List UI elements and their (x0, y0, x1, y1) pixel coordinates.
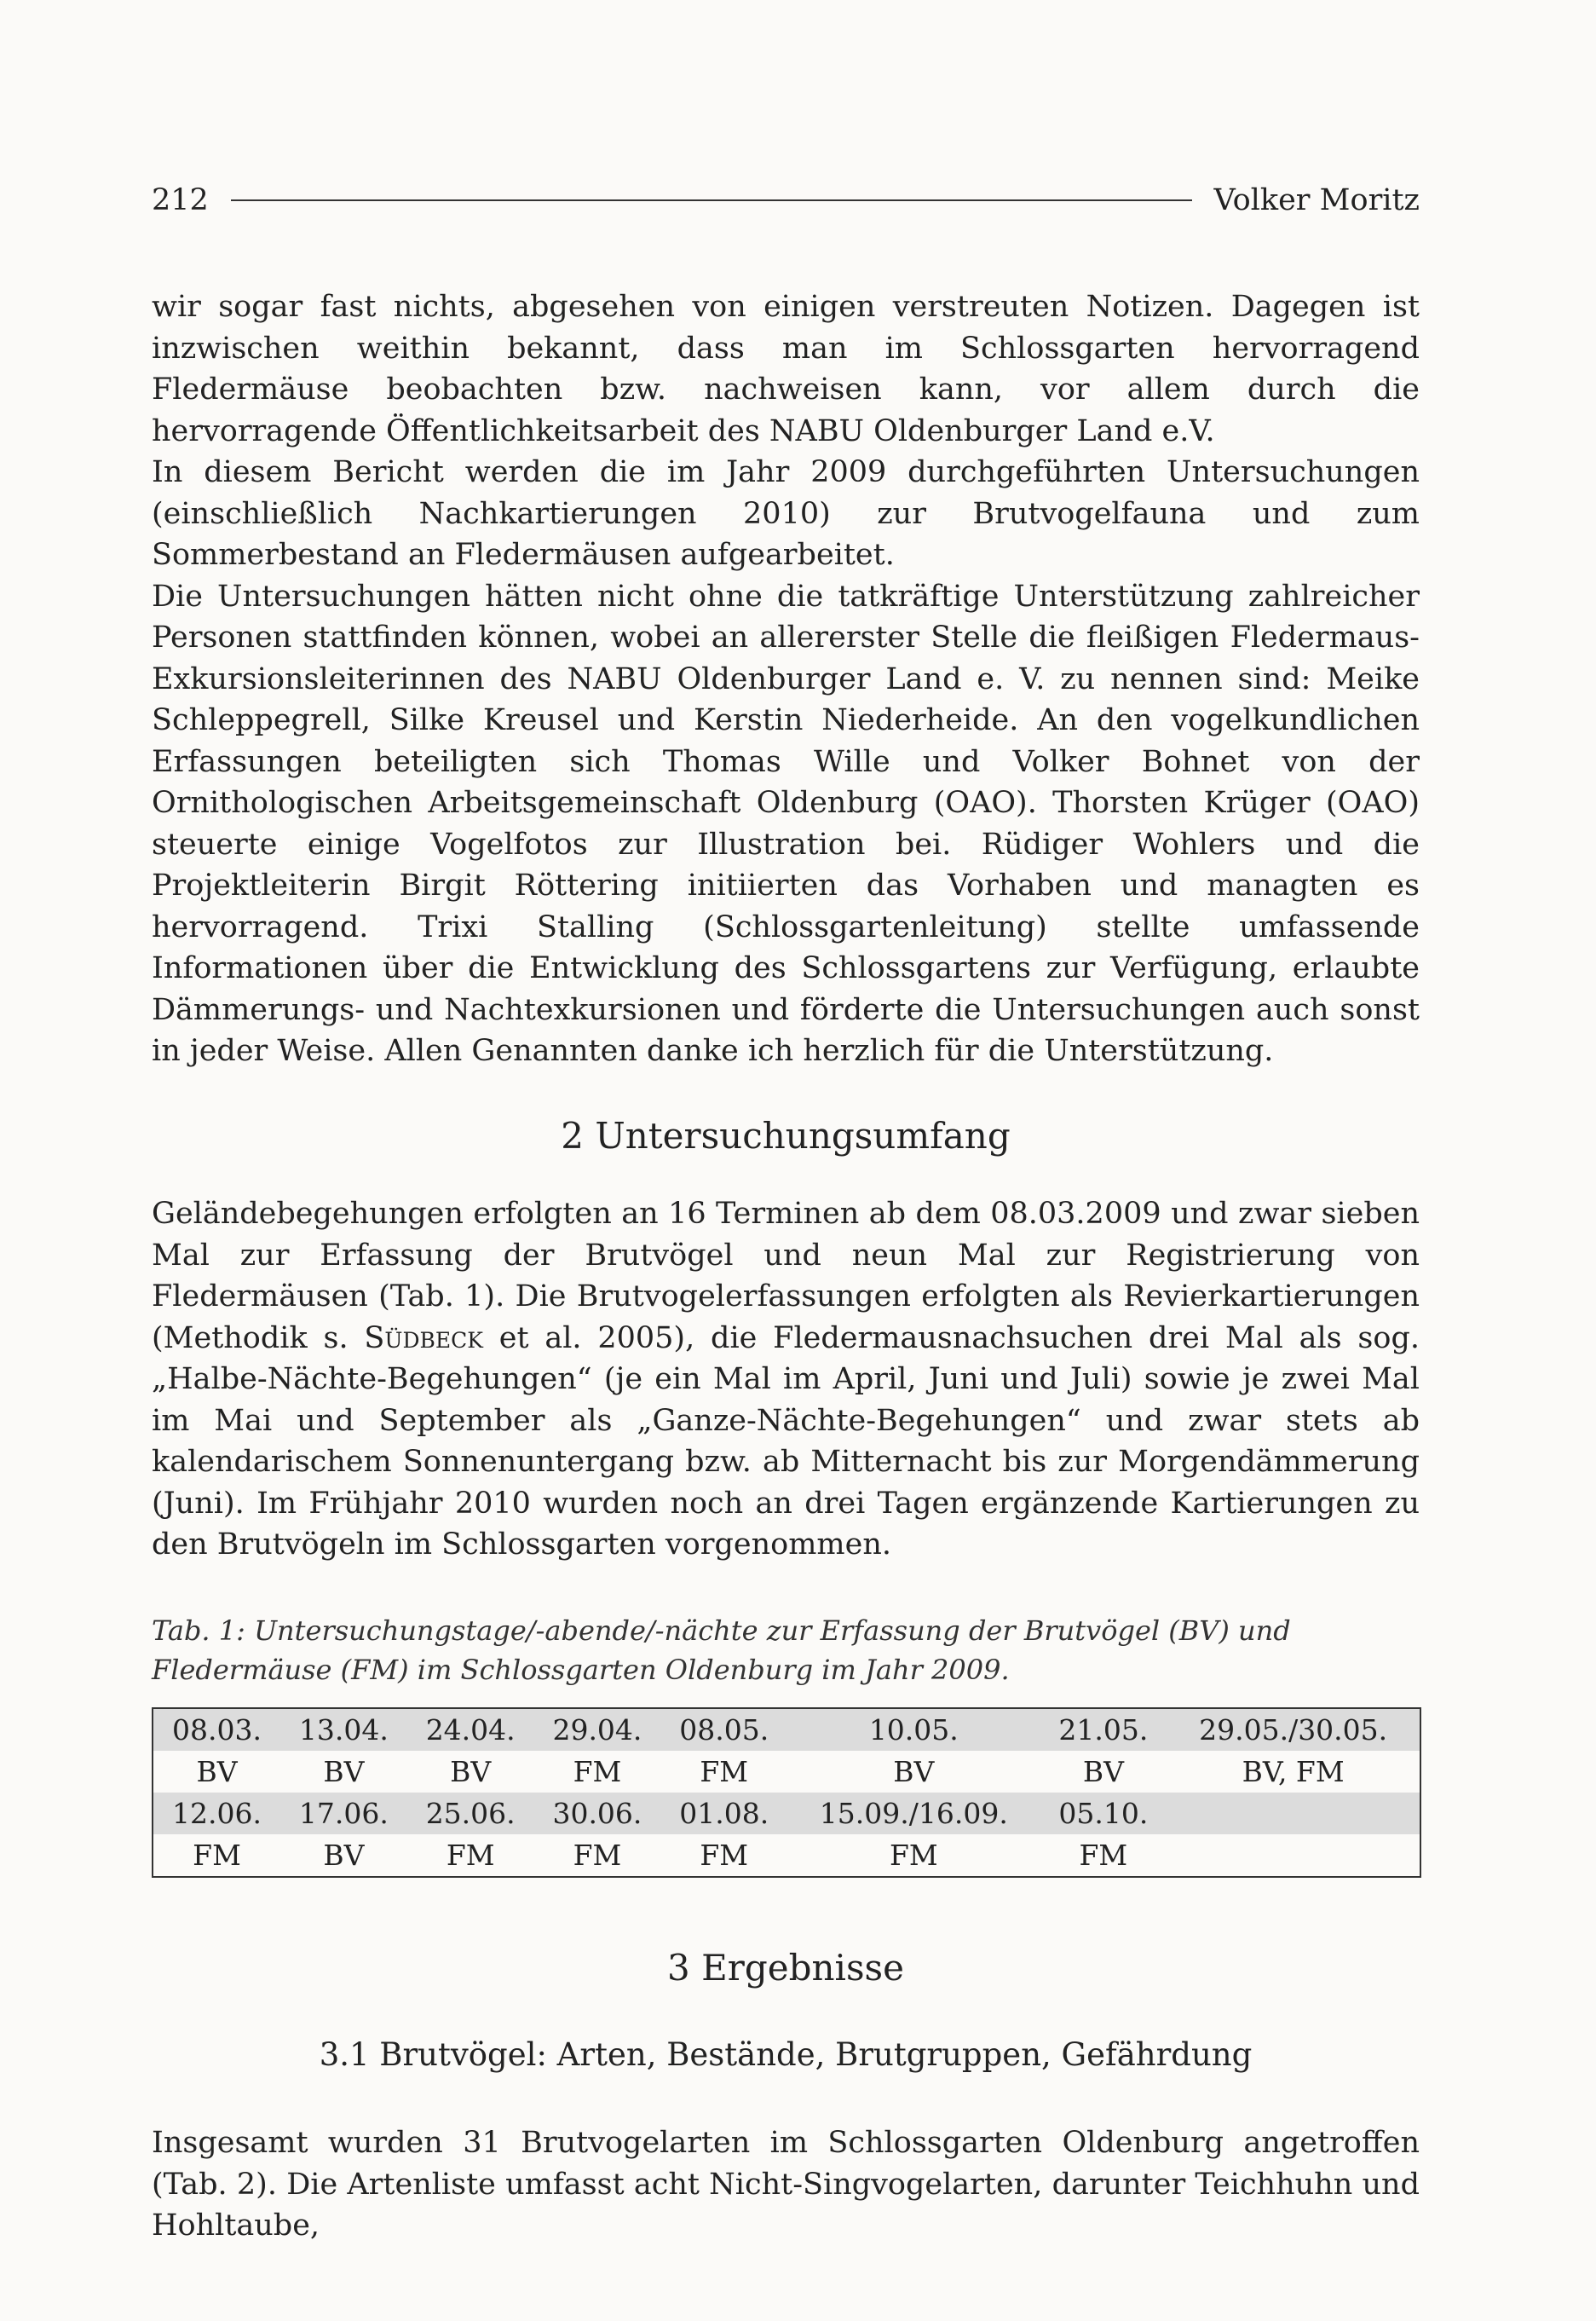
table-1 (152, 1707, 1421, 1878)
table-cell: 17.06. (280, 1793, 407, 1834)
section-2-text-part-2: et al. 2005), die Fledermausnachsuchen drei Mal als sog. „Halbe-Nächte-Begehungen“ (je ein Mal im April, Juni und Juli) sowie je zwei Mal im Mai und September als „Ganze-Nächte-Begehungen“ und zwar stets ab kalendarischem Sonnenuntergang bzw. ab Mitternacht bis zur Morgendämmerung (Juni). Im Frühjahr 2010 wurden noch an drei Tagen ergänzende Kartierungen zu den Brutvögeln im Schlossgarten vorgenommen. (152, 1320, 1420, 1562)
table-cell: 29.04. (534, 1708, 661, 1751)
table-cell: FM (660, 1751, 787, 1793)
header-rule (231, 199, 1192, 201)
table-cell: FM (534, 1834, 661, 1877)
intro-paragraph-2: In diesem Bericht werden die im Jahr 2009 durchgeführten Untersuchungen (einschließlich Nachkartierungen 2010) zur Brutvogelfauna und zum Sommerbestand an Fledermäusen aufgearbeitet. (152, 455, 1420, 572)
table-cell: 12.06. (153, 1793, 280, 1834)
intro-text (152, 286, 1420, 1072)
section-2-text-part-1: Geländebegehungen erfolgten an 16 Terminen ab dem 08.03.2009 und zwar sieben Mal zur Erfassung der Brutvögel und neun Mal zur Registrierung von Fledermäusen (Tab. 1). Die Brutvogelerfassungen erfolgten als Revierkartierungen (Methodik s. (152, 1197, 1420, 1355)
page-number: 212 (152, 183, 209, 217)
citation-author: Südbeck (364, 1320, 483, 1355)
section-2-heading: 2 Untersuchungsumfang (561, 1115, 1011, 1157)
table-cell: 15.09./16.09. (787, 1793, 1040, 1834)
table-cell: 01.08. (660, 1793, 787, 1834)
table-cell: 08.05. (660, 1708, 787, 1751)
table-cell: 25.06. (407, 1793, 534, 1834)
section-2-text (152, 1193, 1420, 1566)
intro-paragraph-1: wir sogar fast nichts, abgesehen von einigen verstreuten Notizen. Dagegen ist inzwischen weithin bekannt, dass man im Schlossgarten hervorragend Fledermäuse beobachten bzw. nachweisen kann, vor allem durch die hervorragende Öffentlichkeitsarbeit des NABU Oldenburger Land e.V. (152, 290, 1420, 448)
table-cell: BV (280, 1751, 407, 1793)
table-cell: FM (153, 1834, 280, 1877)
table-cell: FM (660, 1834, 787, 1877)
table-cell: BV (153, 1751, 280, 1793)
table-cell: 30.06. (534, 1793, 661, 1834)
table-row (153, 1708, 1420, 1751)
section-3-heading: 3 Ergebnisse (667, 1947, 904, 1989)
table-cell (1167, 1834, 1420, 1877)
table-row (153, 1793, 1420, 1834)
table-cell (1167, 1793, 1420, 1834)
table-cell: FM (407, 1834, 534, 1877)
table-cell: 08.03. (153, 1708, 280, 1751)
table-row (153, 1751, 1420, 1793)
intro-paragraph-3: Die Untersuchungen hätten nicht ohne die tatkräftige Unterstützung zahlreicher Personen stattfinden können, wobei an allererster Stelle die fleißigen Fledermaus-Exkursionsleiterinnen des NABU Oldenburger Land e. V. zu nennen sind: Meike Schleppegrell, Silke Kreusel und Kerstin Niederheide. An den vogelkundlichen Erfassungen beteiligten sich Thomas Wille und Volker Bohnet von der Ornithologischen Arbeitsgemeinschaft Oldenburg (OAO). Thorsten Krüger (OAO) steuerte einige Vogelfotos zur Illustration bei. Rüdiger Wohlers und die Projektleiterin Birgit Röttering initiierten das Vorhaben und managten es hervorragend. Trixi Stalling (Schlossgartenleitung) stellte umfassende Informationen über die Entwicklung des Schlossgartens zur Verfügung, erlaubte Dämmerungs- und Nachtexkursionen und förderte die Untersuchungen auch sonst in jeder Weise. Allen Genannten danke ich herzlich für die Unterstützung. (152, 579, 1420, 1068)
section-2-paragraph (152, 1193, 1420, 1566)
table-cell: FM (787, 1834, 1040, 1877)
running-header (152, 179, 1420, 222)
table-cell: BV (280, 1834, 407, 1877)
table-cell: 05.10. (1040, 1793, 1167, 1834)
table-cell: BV (1040, 1751, 1167, 1793)
section-3-text (152, 2122, 1420, 2247)
table-cell: BV (407, 1751, 534, 1793)
table-cell: BV (787, 1751, 1040, 1793)
section-3-paragraph: Insgesamt wurden 31 Brutvogelarten im Schlossgarten Oldenburg angetroffen (Tab. 2). Die Artenliste umfasst acht Nicht-Singvogelarten, darunter Teichhuhn und Hohltaube, (152, 2126, 1420, 2243)
table-row (153, 1834, 1420, 1877)
table-cell: FM (534, 1751, 661, 1793)
table-1-caption: Tab. 1: Untersuchungstage/-abende/-nächte zur Erfassung der Brutvögel (BV) und Fledermäuse (FM) im Schlossgarten Oldenburg im Jahr 2009. (152, 1614, 1291, 1686)
table-cell: 21.05. (1040, 1708, 1167, 1751)
table-cell: 29.05./30.05. (1167, 1708, 1420, 1751)
table-cell: 13.04. (280, 1708, 407, 1751)
table-cell: BV, FM (1167, 1751, 1420, 1793)
table-cell: FM (1040, 1834, 1167, 1877)
section-3-1-subheading: 3.1 Brutvögel: Arten, Bestände, Brutgruppen, Gefährdung (319, 2036, 1253, 2073)
table-cell: 24.04. (407, 1708, 534, 1751)
header-author: Volker Moritz (1213, 183, 1420, 217)
table-cell: 10.05. (787, 1708, 1040, 1751)
